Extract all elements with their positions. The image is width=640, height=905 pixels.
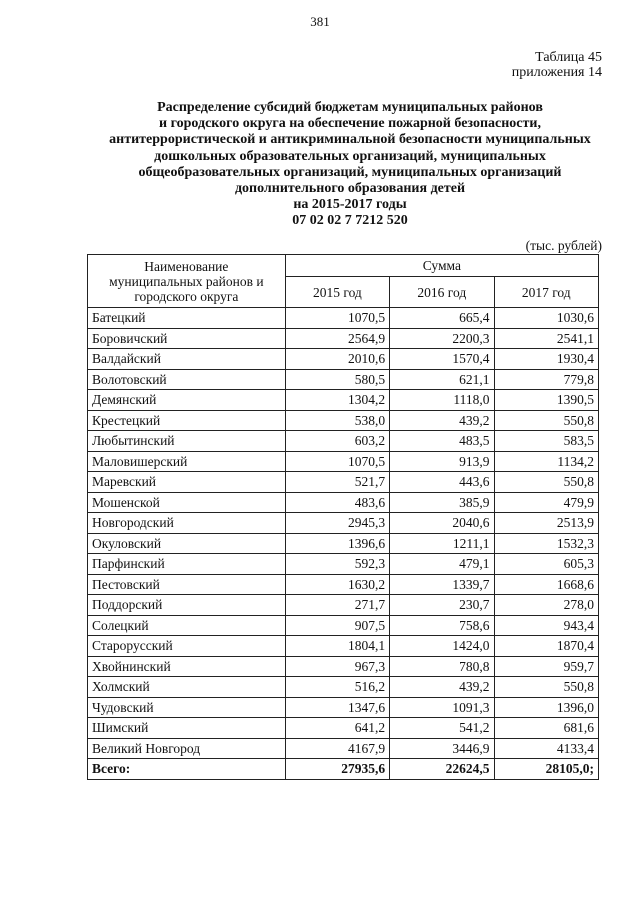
table-row — [88, 533, 599, 554]
district-name-cell: Поддорский — [88, 595, 286, 616]
value-2016-cell: 483,5 — [390, 431, 494, 452]
value-2016-cell: 665,4 — [390, 308, 494, 329]
value-2015-cell: 603,2 — [285, 431, 389, 452]
value-2015-cell: 580,5 — [285, 369, 389, 390]
value-2015-cell: 967,3 — [285, 656, 389, 677]
table-row — [88, 636, 599, 657]
value-2015-cell: 1070,5 — [285, 451, 389, 472]
appendix-number: приложения 14 — [511, 65, 602, 80]
table-row — [88, 308, 599, 329]
table-row — [88, 492, 599, 513]
value-2015-cell: 483,6 — [285, 492, 389, 513]
year-header-2015: 2015 год — [285, 277, 389, 308]
district-name-cell: Боровичский — [88, 328, 286, 349]
table-row — [88, 410, 599, 431]
district-name-cell: Новгородский — [88, 513, 286, 534]
title-line: Распределение субсидий бюджетам муниципальных районов — [157, 100, 543, 115]
value-2017-cell: 4133,4 — [494, 738, 598, 759]
value-2016-cell: 230,7 — [390, 595, 494, 616]
value-2015-cell: 592,3 — [285, 554, 389, 575]
value-2016-cell: 1339,7 — [390, 574, 494, 595]
value-2015-cell: 516,2 — [285, 677, 389, 698]
district-name-cell: Волотовский — [88, 369, 286, 390]
value-2017-cell: 28105,0; — [494, 759, 598, 780]
district-name-cell: Крестецкий — [88, 410, 286, 431]
table-row — [88, 697, 599, 718]
value-2015-cell: 1347,6 — [285, 697, 389, 718]
value-2015-cell: 2564,9 — [285, 328, 389, 349]
name-header-line: Наименование — [144, 259, 229, 274]
value-2017-cell: 583,5 — [494, 431, 598, 452]
table-reference — [512, 50, 602, 80]
value-2017-cell: 1390,5 — [494, 390, 598, 411]
table-row — [88, 595, 599, 616]
total-row — [88, 759, 599, 780]
value-2015-cell: 4167,9 — [285, 738, 389, 759]
district-name-cell: Батецкий — [88, 308, 286, 329]
district-name-cell: Валдайский — [88, 349, 286, 370]
value-2016-cell: 1424,0 — [390, 636, 494, 657]
title-period: на 2015-2017 годы — [293, 197, 407, 213]
table-row — [88, 451, 599, 472]
name-column-header — [88, 255, 286, 308]
value-2017-cell: 605,3 — [494, 554, 598, 575]
value-2015-cell: 1396,6 — [285, 533, 389, 554]
table-body — [88, 308, 599, 780]
value-2017-cell: 1532,3 — [494, 533, 598, 554]
year-header-2016: 2016 год — [390, 277, 494, 308]
value-2015-cell: 1630,2 — [285, 574, 389, 595]
title-line: антитеррористической и антикриминальной безопасности муниципальных — [109, 132, 591, 148]
value-2017-cell: 1134,2 — [494, 451, 598, 472]
value-2015-cell: 1070,5 — [285, 308, 389, 329]
value-2016-cell: 1091,3 — [390, 697, 494, 718]
value-2017-cell: 550,8 — [494, 677, 598, 698]
value-2016-cell: 2200,3 — [390, 328, 494, 349]
value-2017-cell: 278,0 — [494, 595, 598, 616]
value-2016-cell: 541,2 — [390, 718, 494, 739]
name-header-line: муниципальных районов и — [109, 274, 264, 289]
value-2015-cell: 271,7 — [285, 595, 389, 616]
units-label: (тыс. рублей) — [525, 238, 602, 253]
district-name-cell: Старорусский — [88, 636, 286, 657]
table-row — [88, 472, 599, 493]
value-2015-cell: 538,0 — [285, 410, 389, 431]
value-2017-cell: 479,9 — [494, 492, 598, 513]
table-number: Таблица 45 — [535, 50, 602, 65]
value-2017-cell: 1396,0 — [494, 697, 598, 718]
district-name-cell: Хвойнинский — [88, 656, 286, 677]
district-name-cell: Великий Новгород — [88, 738, 286, 759]
value-2017-cell: 1668,6 — [494, 574, 598, 595]
district-name-cell: Пестовский — [88, 574, 286, 595]
value-2017-cell: 550,8 — [494, 472, 598, 493]
value-2016-cell: 479,1 — [390, 554, 494, 575]
value-2016-cell: 443,6 — [390, 472, 494, 493]
value-2017-cell: 681,6 — [494, 718, 598, 739]
table-row — [88, 574, 599, 595]
table-header-row — [88, 255, 599, 277]
table-row — [88, 513, 599, 534]
district-name-cell: Холмский — [88, 677, 286, 698]
value-2016-cell: 758,6 — [390, 615, 494, 636]
value-2016-cell: 1118,0 — [390, 390, 494, 411]
value-2016-cell: 1211,1 — [390, 533, 494, 554]
district-name-cell: Окуловский — [88, 533, 286, 554]
value-2016-cell: 439,2 — [390, 677, 494, 698]
table-row — [88, 390, 599, 411]
value-2016-cell: 439,2 — [390, 410, 494, 431]
district-name-cell: Парфинский — [88, 554, 286, 575]
value-2015-cell: 2010,6 — [285, 349, 389, 370]
table-row — [88, 615, 599, 636]
year-header-2017: 2017 год — [494, 277, 598, 308]
table-row — [88, 431, 599, 452]
table-row — [88, 554, 599, 575]
title-line: и городского округа на обеспечение пожарной безопасности, — [159, 116, 541, 132]
value-2016-cell: 22624,5 — [390, 759, 494, 780]
value-2015-cell: 907,5 — [285, 615, 389, 636]
value-2015-cell: 1804,1 — [285, 636, 389, 657]
value-2017-cell: 959,7 — [494, 656, 598, 677]
value-2017-cell: 1030,6 — [494, 308, 598, 329]
name-header-line: городского округа — [134, 289, 239, 304]
table-row — [88, 328, 599, 349]
value-2015-cell: 1304,2 — [285, 390, 389, 411]
value-2017-cell: 779,8 — [494, 369, 598, 390]
value-2017-cell: 943,4 — [494, 615, 598, 636]
value-2016-cell: 780,8 — [390, 656, 494, 677]
district-name-cell: Солецкий — [88, 615, 286, 636]
district-name-cell: Любытинский — [88, 431, 286, 452]
table-row — [88, 677, 599, 698]
value-2016-cell: 1570,4 — [390, 349, 494, 370]
value-2017-cell: 1870,4 — [494, 636, 598, 657]
value-2016-cell: 385,9 — [390, 492, 494, 513]
title-line: общеобразовательных организаций, муниципальных организаций — [138, 164, 562, 180]
value-2016-cell: 913,9 — [390, 451, 494, 472]
page-number: 381 — [310, 14, 330, 29]
district-name-cell: Маловишерский — [88, 451, 286, 472]
title-line: дошкольных образовательных организаций, муниципальных — [154, 148, 546, 164]
value-2015-cell: 27935,6 — [285, 759, 389, 780]
document-title — [60, 100, 640, 230]
district-name-cell: Маревский — [88, 472, 286, 493]
value-2015-cell: 521,7 — [285, 472, 389, 493]
value-2016-cell: 3446,9 — [390, 738, 494, 759]
table-row — [88, 369, 599, 390]
value-2015-cell: 2945,3 — [285, 513, 389, 534]
value-2016-cell: 621,1 — [390, 369, 494, 390]
budget-code: 07 02 02 7 7212 520 — [292, 213, 408, 229]
district-name-cell: Мошенской — [88, 492, 286, 513]
value-2015-cell: 641,2 — [285, 718, 389, 739]
title-line: дополнительного образования детей — [234, 181, 466, 197]
value-2017-cell: 2513,9 — [494, 513, 598, 534]
value-2017-cell: 550,8 — [494, 410, 598, 431]
table-row — [88, 718, 599, 739]
table-row — [88, 738, 599, 759]
district-name-cell: Демянский — [88, 390, 286, 411]
value-2017-cell: 2541,1 — [494, 328, 598, 349]
subsidy-table — [87, 254, 599, 780]
district-name-cell: Чудовский — [88, 697, 286, 718]
sum-column-header: Сумма — [285, 255, 598, 277]
district-name-cell: Всего: — [88, 759, 286, 780]
table-row — [88, 656, 599, 677]
value-2016-cell: 2040,6 — [390, 513, 494, 534]
value-2017-cell: 1930,4 — [494, 349, 598, 370]
district-name-cell: Шимский — [88, 718, 286, 739]
table-row — [88, 349, 599, 370]
